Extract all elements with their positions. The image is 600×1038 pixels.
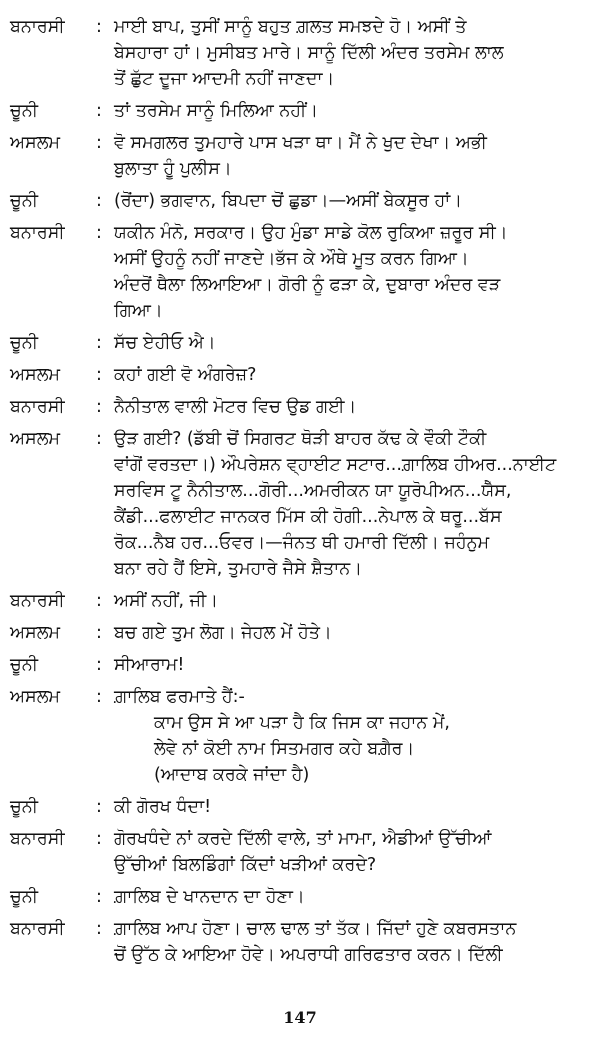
dialogue-turn: [10, 220, 588, 324]
speech-line: ਗ਼ਾਲਿਬ ਦੇ ਖਾਨਦਾਨ ਦਾ ਹੋਣਾ।: [114, 887, 305, 907]
speech-line: ਸੱਚ ਏਹੀਓ ਐ।: [114, 333, 216, 353]
speaker-name: ਚੂਨੀ: [10, 655, 38, 675]
dialogue-turn: [10, 426, 588, 582]
speech-line: ਬੇਸਹਾਰਾ ਹਾਂ। ਮੁਸੀਬਤ ਮਾਰੇ। ਸਾਨੂੰ ਦਿੱਲੀ ਅੰਦਰ ਤਰਸੇਮ ਲਾਲ: [114, 43, 504, 63]
speech: [114, 684, 588, 788]
speech-line: ਗ਼ਾਲਿਬ ਫਰਮਾਤੇ ਹੈਂ:-: [114, 687, 245, 707]
speech-line: ਗੋਰਖਧੰਦੇ ਨਾਂ ਕਰਦੇ ਦਿੱਲੀ ਵਾਲੇ, ਤਾਂ ਮਾਮਾ, ਐਡੀਆਂ ਉੱਚੀਆਂ: [114, 829, 492, 849]
speech-line: ਉੱਚੀਆਂ ਬਿਲਡਿੰਗਾਂ ਕਿੱਦਾਂ ਖੜੀਆਂ ਕਰਦੇ?: [114, 855, 377, 875]
dialogue-turn: [10, 794, 588, 820]
speaker-colon: :: [96, 887, 102, 907]
speaker-colon: :: [96, 623, 102, 643]
speech-line: ਤਾਂ ਤਰਸੇਮ ਸਾਨੂੰ ਮਿਲਿਆ ਨਹੀਂ।: [114, 101, 319, 121]
play-script: [10, 14, 588, 974]
speech-line: ਗ਼ਾਲਿਬ ਆਪ ਹੋਣਾ। ਚਾਲ ਢਾਲ ਤਾਂ ਤੱਕ। ਜਿੱਦਾਂ ਹੁਣੇ ਕਬਰਸਤਾਨ: [114, 919, 517, 939]
dialogue-turn: [10, 14, 588, 92]
speaker-name: ਅਸਲਮ: [10, 623, 61, 643]
speech-line: ਸਰਵਿਸ ਟੂ ਨੈਨੀਤਾਲ...ਗੋਰੀ...ਅਮਰੀਕਨ ਯਾ ਯੂਰੋਪੀਅਨ...ਯੈੱਸ,: [114, 481, 512, 501]
speech: [114, 98, 588, 124]
speech-line: ਵੋ ਸਮਗਲਰ ਤੁਮਹਾਰੇ ਪਾਸ ਖੜਾ ਥਾ। ਮੈਂ ਨੇ ਖੁਦ ਦੇਖਾ। ਅਭੀ: [114, 133, 487, 153]
speaker-colon: :: [96, 591, 102, 611]
speech-line: ਅਸੀਂ ਨਹੀਂ, ਜੀ।: [114, 591, 219, 611]
speech: [114, 884, 588, 910]
speech-line: ਮਾਈ ਬਾਪ, ਤੁਸੀਂ ਸਾਨੂੰ ਬਹੁਤ ਗ਼ਲਤ ਸਮਝਦੇ ਹੋ। ਅਸੀਂ ਤੇ: [114, 17, 467, 37]
speaker-colon: :: [96, 429, 102, 449]
speaker-colon: :: [96, 655, 102, 675]
speech: [114, 916, 588, 968]
speaker-name: ਚੂਨੀ: [10, 887, 38, 907]
speaker-name: ਬਨਾਰਸੀ: [10, 591, 65, 611]
speaker-name: ਅਸਲਮ: [10, 429, 61, 449]
speech-line: ਬੁਲਾਤਾ ਹੂੰ ਪੁਲੀਸ।: [114, 159, 232, 179]
speech-line: ਵਾਂਗੋਂ ਵਰਤਦਾ।) ਔਪਰੇਸ਼ਨ ਵ੍ਹਾਈਟ ਸਟਾਰ...ਗ਼ਾਲਿਬ ਹੀਅਰ...ਨਾਈਟ: [114, 455, 557, 475]
verse-line: ਲੇਵੇ ਨਾਂ ਕੋਈ ਨਾਮ ਸਿਤਮਗਰ ਕਹੇ ਬਗ਼ੈਰ।: [154, 739, 415, 759]
speaker-name: ਬਨਾਰਸੀ: [10, 223, 65, 243]
page-number: 147: [283, 1008, 317, 1027]
dialogue-turn: [10, 98, 588, 124]
speech-line: ਨੈਨੀਤਾਲ ਵਾਲੀ ਮੋਟਰ ਵਿਚ ਉਡ ਗਈ।: [114, 397, 357, 417]
speaker-name: ਬਨਾਰਸੀ: [10, 397, 65, 417]
speech: [114, 652, 588, 678]
dialogue-turn: [10, 330, 588, 356]
dialogue-turn: [10, 188, 588, 214]
dialogue-turn: [10, 588, 588, 614]
dialogue-turn: [10, 916, 588, 968]
speech-line: ਤੋਂ ਛੁੱਟ ਦੂਜਾ ਆਦਮੀ ਨਹੀਂ ਜਾਣਦਾ।: [114, 69, 335, 89]
speech-line: ਬਚ ਗਏ ਤੁਮ ਲੋਗ। ਜੇਹਲ ਮੇਂ ਹੋਤੇ।: [114, 623, 332, 643]
speech-line: ਕਹਾਂ ਗਈ ਵੋ ਅੰਗਰੇਜ਼?: [114, 365, 257, 385]
speaker-colon: :: [96, 919, 102, 939]
speaker-colon: :: [96, 17, 102, 37]
speaker-colon: :: [96, 797, 102, 817]
speech: [114, 620, 588, 646]
speaker-name: ਬਨਾਰਸੀ: [10, 829, 65, 849]
dialogue-turn: [10, 130, 588, 182]
speech: [114, 394, 588, 420]
speaker-colon: :: [96, 365, 102, 385]
speech: [114, 330, 588, 356]
speech-line: ਗਿਆ।: [114, 301, 163, 321]
speech-line: ਰੋਕ...ਨੈਬ ਹਰ...ਓਵਰ।—ਜੰਨਤ ਥੀ ਹਮਾਰੀ ਦਿੱਲੀ। ਜਹੰਨੁਮ: [114, 533, 490, 553]
speech-line: ਅਸੀਂ ਉਹਨੂੰ ਨਹੀਂ ਜਾਣਦੇ।ਭੱਜ ਕੇ ਔਥੇ ਮੂਤ ਕਰਨ ਗਿਆ।: [114, 249, 469, 269]
speech-line: (ਰੋਂਦਾ) ਭਗਵਾਨ, ਬਿਪਦਾ ਚੋਂ ਛੁਡਾ।—ਅਸੀਂ ਬੇਕਸੂਰ ਹਾਂ।: [114, 191, 463, 211]
speech-line: ਕੈਂਡੀ...ਫਲਾਈਟ ਜਾਨਕਰ ਮਿੱਸ ਕੀ ਹੋਗੀ...ਨੇਪਾਲ ਕੇ ਥਰੂ...ਬੱਸ: [114, 507, 502, 527]
speaker-colon: :: [96, 397, 102, 417]
speech-line: ਯਕੀਨ ਮੰਨੋ, ਸਰਕਾਰ। ਉਹ ਮੁੰਡਾ ਸਾਡੇ ਕੋਲ ਰੁਕਿਆ ਜ਼ਰੂਰ ਸੀ।: [114, 223, 508, 243]
speech-line: ਚੋਂ ਉੱਠ ਕੇ ਆਇਆ ਹੋਵੇ। ਅਪਰਾਧੀ ਗਰਿਫਤਾਰ ਕਰਨ। ਦਿੱਲੀ: [114, 945, 503, 965]
speaker-name: ਬਨਾਰਸੀ: [10, 17, 65, 37]
dialogue-turn: [10, 620, 588, 646]
dialogue-turn: [10, 394, 588, 420]
speech: [114, 130, 588, 182]
speaker-colon: :: [96, 687, 102, 707]
speaker-name: ਚੂਨੀ: [10, 333, 38, 353]
dialogue-turn: [10, 362, 588, 388]
speaker-name: ਅਸਲਮ: [10, 133, 61, 153]
verse-line: ਕਾਮ ਉਸ ਸੇ ਆ ਪੜਾ ਹੈ ਕਿ ਜਿਸ ਕਾ ਜਹਾਨ ਮੇਂ,: [154, 713, 450, 733]
dialogue-turn: [10, 826, 588, 878]
speech: [114, 362, 588, 388]
speech-line: ਅੰਦਰੋਂ ਥੈਲਾ ਲਿਆਇਆ। ਗੋਰੀ ਨੂੰ ਫੜਾ ਕੇ, ਦੁਬਾਰਾ ਅੰਦਰ ਵੜ: [114, 275, 501, 295]
speech: [114, 188, 588, 214]
speaker-name: ਚੂਨੀ: [10, 101, 38, 121]
dialogue-turn: [10, 884, 588, 910]
speech-line: ਕੀ ਗੋਰਖ ਧੰਦਾ!: [114, 797, 212, 817]
speech: [114, 794, 588, 820]
speaker-colon: :: [96, 101, 102, 121]
speech: [114, 220, 588, 324]
speaker-name: ਅਸਲਮ: [10, 365, 61, 385]
speech: [114, 14, 588, 92]
speaker-colon: :: [96, 133, 102, 153]
speaker-colon: :: [96, 333, 102, 353]
speaker-name: ਬਨਾਰਸੀ: [10, 919, 65, 939]
speech: [114, 826, 588, 878]
dialogue-turn: [10, 652, 588, 678]
stage-direction: (ਆਦਾਬ ਕਰਕੇ ਜਾਂਦਾ ਹੈ): [154, 765, 310, 785]
speech: [114, 588, 588, 614]
speech-line: ਉੜ ਗਈ? (ਡੱਬੀ ਚੋਂ ਸਿਗਰਟ ਥੋੜੀ ਬਾਹਰ ਕੱਢ ਕੇ ਵੌਕੀ ਟੌਕੀ: [114, 429, 487, 449]
speech: [114, 426, 588, 582]
speaker-colon: :: [96, 223, 102, 243]
speaker-colon: :: [96, 191, 102, 211]
speech-line: ਬਨਾ ਰਹੇ ਹੈਂ ਇਸੇ, ਤੁਮਹਾਰੇ ਜੈਸੇ ਸ਼ੈਤਾਨ।: [114, 559, 362, 579]
speaker-colon: :: [96, 829, 102, 849]
speech-line: ਸੀਆਰਾਮ!: [114, 655, 185, 675]
dialogue-turn: [10, 684, 588, 788]
speaker-name: ਚੂਨੀ: [10, 191, 38, 211]
speaker-name: ਅਸਲਮ: [10, 687, 61, 707]
speaker-name: ਚੂਨੀ: [10, 797, 38, 817]
